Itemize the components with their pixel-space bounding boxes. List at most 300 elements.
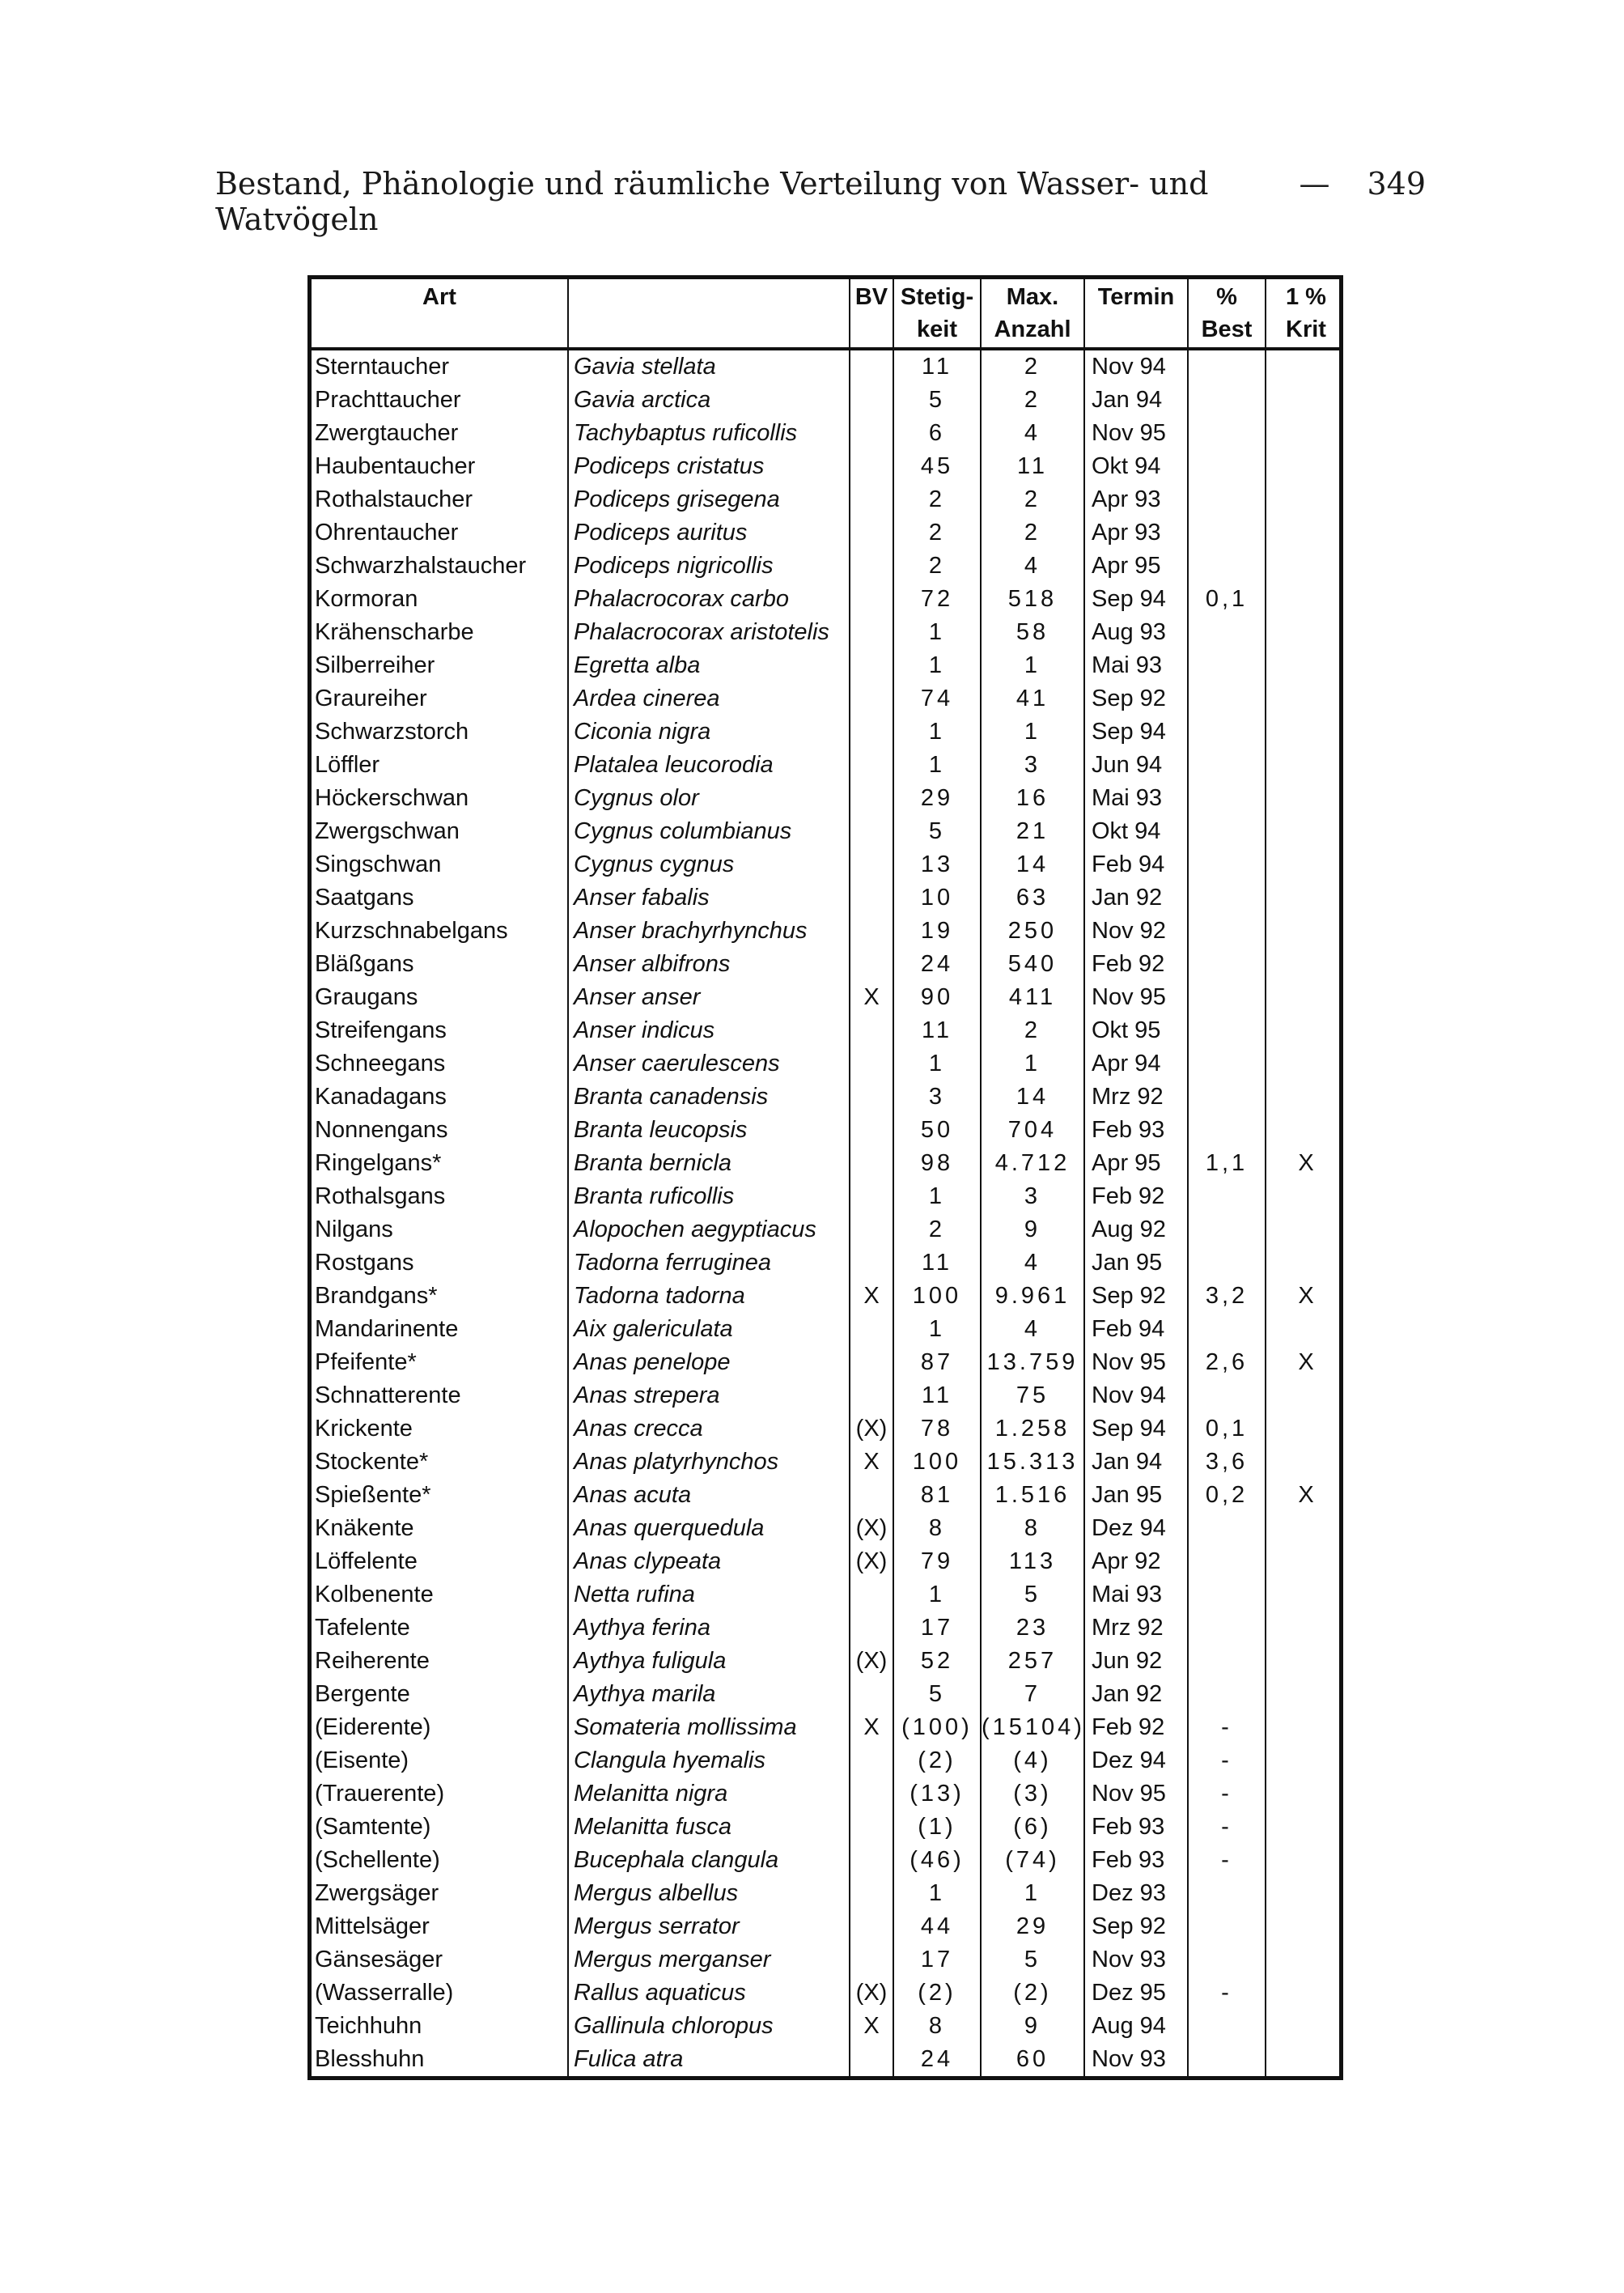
cell-max-anzahl: 13.759 bbox=[982, 1346, 1085, 1379]
table-row bbox=[312, 1147, 1339, 1180]
cell-scientific: Melanitta nigra bbox=[569, 1777, 850, 1811]
cell-art: Prachttaucher bbox=[312, 384, 569, 417]
col-header-bv: BV bbox=[850, 279, 894, 347]
cell-bv bbox=[850, 915, 894, 948]
cell-stetigkeit: 44 bbox=[894, 1910, 982, 1943]
cell-bv bbox=[850, 1081, 894, 1114]
cell-pct-best bbox=[1189, 350, 1266, 384]
cell-scientific: Branta leucopsis bbox=[569, 1114, 850, 1147]
cell-stetigkeit: (100) bbox=[894, 1711, 982, 1744]
cell-art: Blesshuhn bbox=[312, 2043, 569, 2076]
table-row bbox=[312, 1180, 1339, 1213]
cell-pct-best bbox=[1189, 915, 1266, 948]
table-row bbox=[312, 815, 1339, 848]
cell-bv bbox=[850, 450, 894, 483]
cell-art: Löffelente bbox=[312, 1545, 569, 1578]
cell-bv bbox=[850, 1844, 894, 1877]
species-table bbox=[307, 275, 1343, 2080]
cell-art: Löffler bbox=[312, 749, 569, 782]
table-row bbox=[312, 749, 1339, 782]
col-header-max: Max. Anzahl bbox=[982, 279, 1085, 347]
cell-scientific: Platalea leucorodia bbox=[569, 749, 850, 782]
cell-max-anzahl: 1 bbox=[982, 716, 1085, 749]
table-row bbox=[312, 1047, 1339, 1081]
cell-bv bbox=[850, 1479, 894, 1512]
cell-max-anzahl: (3) bbox=[982, 1777, 1085, 1811]
cell-art: Sterntaucher bbox=[312, 350, 569, 384]
cell-art: Rothalsgans bbox=[312, 1180, 569, 1213]
cell-max-anzahl: (2) bbox=[982, 1977, 1085, 2010]
cell-max-anzahl: 4 bbox=[982, 1246, 1085, 1280]
cell-art: Brandgans* bbox=[312, 1280, 569, 1313]
cell-bv bbox=[850, 749, 894, 782]
cell-scientific: Alopochen aegyptiacus bbox=[569, 1213, 850, 1246]
cell-max-anzahl: 41 bbox=[982, 682, 1085, 716]
cell-pct-best bbox=[1189, 2010, 1266, 2043]
cell-stetigkeit: 74 bbox=[894, 682, 982, 716]
cell-scientific: Gavia arctica bbox=[569, 384, 850, 417]
cell-termin: Feb 92 bbox=[1085, 1180, 1189, 1213]
cell-pct-best bbox=[1189, 948, 1266, 981]
cell-bv bbox=[850, 616, 894, 649]
cell-pct-best bbox=[1189, 1047, 1266, 1081]
cell-termin: Nov 94 bbox=[1085, 1379, 1189, 1412]
cell-scientific: Somateria mollissima bbox=[569, 1711, 850, 1744]
cell-scientific: Anser caerulescens bbox=[569, 1047, 850, 1081]
cell-pct-best: - bbox=[1189, 1777, 1266, 1811]
table-row bbox=[312, 1114, 1339, 1147]
table-row bbox=[312, 981, 1339, 1014]
cell-art: Höckerschwan bbox=[312, 782, 569, 815]
cell-art: (Trauerente) bbox=[312, 1777, 569, 1811]
table-row bbox=[312, 1379, 1339, 1412]
cell-krit bbox=[1266, 1446, 1346, 1479]
cell-scientific: Tachybaptus ruficollis bbox=[569, 417, 850, 450]
cell-scientific: Egretta alba bbox=[569, 649, 850, 682]
cell-krit bbox=[1266, 915, 1346, 948]
cell-max-anzahl: 11 bbox=[982, 450, 1085, 483]
cell-bv bbox=[850, 649, 894, 682]
cell-scientific: Anser albifrons bbox=[569, 948, 850, 981]
cell-bv: X bbox=[850, 1711, 894, 1744]
cell-stetigkeit: 1 bbox=[894, 1877, 982, 1910]
cell-art: (Schellente) bbox=[312, 1844, 569, 1877]
cell-krit bbox=[1266, 1246, 1346, 1280]
cell-max-anzahl: 75 bbox=[982, 1379, 1085, 1412]
cell-pct-best bbox=[1189, 881, 1266, 915]
cell-stetigkeit: 5 bbox=[894, 384, 982, 417]
cell-max-anzahl: 3 bbox=[982, 749, 1085, 782]
cell-art: Zwergschwan bbox=[312, 815, 569, 848]
cell-scientific: Mergus merganser bbox=[569, 1943, 850, 1977]
cell-bv bbox=[850, 483, 894, 516]
cell-max-anzahl: 1 bbox=[982, 649, 1085, 682]
cell-art: Schnatterente bbox=[312, 1379, 569, 1412]
cell-krit bbox=[1266, 848, 1346, 881]
table-row bbox=[312, 1246, 1339, 1280]
cell-max-anzahl: 704 bbox=[982, 1114, 1085, 1147]
cell-stetigkeit: 1 bbox=[894, 749, 982, 782]
cell-max-anzahl: 58 bbox=[982, 616, 1085, 649]
cell-stetigkeit: (46) bbox=[894, 1844, 982, 1877]
cell-stetigkeit: 24 bbox=[894, 948, 982, 981]
running-title: Bestand, Phänologie und räumliche Verteilung von Wasser- und Watvögeln bbox=[215, 166, 1209, 237]
cell-krit bbox=[1266, 1744, 1346, 1777]
table-row bbox=[312, 1611, 1339, 1645]
cell-pct-best bbox=[1189, 1678, 1266, 1711]
cell-stetigkeit: 78 bbox=[894, 1412, 982, 1446]
cell-termin: Feb 92 bbox=[1085, 948, 1189, 981]
cell-scientific: Cygnus columbianus bbox=[569, 815, 850, 848]
cell-max-anzahl: 14 bbox=[982, 848, 1085, 881]
cell-pct-best bbox=[1189, 2043, 1266, 2076]
cell-max-anzahl: 4 bbox=[982, 550, 1085, 583]
cell-scientific: Aythya fuligula bbox=[569, 1645, 850, 1678]
table-row bbox=[312, 915, 1339, 948]
cell-bv bbox=[850, 948, 894, 981]
cell-scientific: Tadorna tadorna bbox=[569, 1280, 850, 1313]
cell-art: Bläßgans bbox=[312, 948, 569, 981]
cell-termin: Jan 92 bbox=[1085, 1678, 1189, 1711]
cell-scientific: Clangula hyemalis bbox=[569, 1744, 850, 1777]
cell-pct-best: 0,1 bbox=[1189, 583, 1266, 616]
cell-termin: Jan 92 bbox=[1085, 881, 1189, 915]
cell-stetigkeit: 3 bbox=[894, 1081, 982, 1114]
cell-max-anzahl: 257 bbox=[982, 1645, 1085, 1678]
cell-stetigkeit: 19 bbox=[894, 915, 982, 948]
cell-bv: X bbox=[850, 981, 894, 1014]
table-row bbox=[312, 516, 1339, 550]
cell-max-anzahl: 3 bbox=[982, 1180, 1085, 1213]
cell-max-anzahl: 5 bbox=[982, 1578, 1085, 1611]
cell-krit bbox=[1266, 1943, 1346, 1977]
page-number: 349 bbox=[1367, 166, 1426, 202]
table-row bbox=[312, 1910, 1339, 1943]
cell-bv bbox=[850, 1678, 894, 1711]
cell-max-anzahl: 15.313 bbox=[982, 1446, 1085, 1479]
cell-stetigkeit: 6 bbox=[894, 417, 982, 450]
cell-termin: Nov 93 bbox=[1085, 1943, 1189, 1977]
cell-pct-best bbox=[1189, 1611, 1266, 1645]
cell-krit bbox=[1266, 384, 1346, 417]
cell-bv: (X) bbox=[850, 1645, 894, 1678]
cell-art: Pfeifente* bbox=[312, 1346, 569, 1379]
cell-max-anzahl: 14 bbox=[982, 1081, 1085, 1114]
cell-art: Saatgans bbox=[312, 881, 569, 915]
cell-krit bbox=[1266, 948, 1346, 981]
cell-bv bbox=[850, 1379, 894, 1412]
cell-pct-best bbox=[1189, 1313, 1266, 1346]
cell-bv: (X) bbox=[850, 1512, 894, 1545]
cell-pct-best bbox=[1189, 1910, 1266, 1943]
cell-termin: Apr 92 bbox=[1085, 1545, 1189, 1578]
cell-max-anzahl: 518 bbox=[982, 583, 1085, 616]
cell-termin: Apr 95 bbox=[1085, 1147, 1189, 1180]
table-row bbox=[312, 550, 1339, 583]
cell-krit bbox=[1266, 483, 1346, 516]
table-row bbox=[312, 417, 1339, 450]
cell-termin: Apr 93 bbox=[1085, 516, 1189, 550]
cell-scientific: Podiceps grisegena bbox=[569, 483, 850, 516]
cell-krit bbox=[1266, 1811, 1346, 1844]
cell-krit bbox=[1266, 782, 1346, 815]
cell-bv bbox=[850, 881, 894, 915]
cell-krit bbox=[1266, 417, 1346, 450]
cell-max-anzahl: 2 bbox=[982, 483, 1085, 516]
cell-termin: Dez 94 bbox=[1085, 1512, 1189, 1545]
cell-stetigkeit: 11 bbox=[894, 1014, 982, 1047]
cell-bv: (X) bbox=[850, 1545, 894, 1578]
cell-stetigkeit: (2) bbox=[894, 1977, 982, 2010]
cell-max-anzahl: 9.961 bbox=[982, 1280, 1085, 1313]
cell-scientific: Ardea cinerea bbox=[569, 682, 850, 716]
table-row bbox=[312, 1280, 1339, 1313]
cell-stetigkeit: 17 bbox=[894, 1611, 982, 1645]
header-row bbox=[312, 279, 1339, 347]
cell-bv: (X) bbox=[850, 1977, 894, 2010]
cell-stetigkeit: 11 bbox=[894, 1379, 982, 1412]
cell-max-anzahl: 1 bbox=[982, 1047, 1085, 1081]
cell-art: Kanadagans bbox=[312, 1081, 569, 1114]
table-row bbox=[312, 1578, 1339, 1611]
table-row bbox=[312, 1479, 1339, 1512]
cell-scientific: Anser fabalis bbox=[569, 881, 850, 915]
table-row bbox=[312, 1512, 1339, 1545]
cell-stetigkeit: 17 bbox=[894, 1943, 982, 1977]
cell-bv bbox=[850, 583, 894, 616]
cell-termin: Feb 92 bbox=[1085, 1711, 1189, 1744]
cell-art: (Samtente) bbox=[312, 1811, 569, 1844]
cell-stetigkeit: 2 bbox=[894, 516, 982, 550]
cell-bv bbox=[850, 716, 894, 749]
cell-termin: Sep 92 bbox=[1085, 1910, 1189, 1943]
cell-art: Teichhuhn bbox=[312, 2010, 569, 2043]
cell-stetigkeit: 24 bbox=[894, 2043, 982, 2076]
cell-pct-best bbox=[1189, 848, 1266, 881]
cell-stetigkeit: 29 bbox=[894, 782, 982, 815]
cell-krit bbox=[1266, 516, 1346, 550]
cell-termin: Mrz 92 bbox=[1085, 1611, 1189, 1645]
cell-termin: Feb 93 bbox=[1085, 1114, 1189, 1147]
cell-pct-best bbox=[1189, 649, 1266, 682]
table-row bbox=[312, 1346, 1339, 1379]
cell-max-anzahl: 21 bbox=[982, 815, 1085, 848]
cell-bv bbox=[850, 516, 894, 550]
col-header-art: Art bbox=[312, 279, 569, 347]
cell-krit bbox=[1266, 350, 1346, 384]
table-row bbox=[312, 1844, 1339, 1877]
cell-pct-best bbox=[1189, 384, 1266, 417]
cell-termin: Feb 93 bbox=[1085, 1811, 1189, 1844]
cell-max-anzahl: 23 bbox=[982, 1611, 1085, 1645]
cell-max-anzahl: 2 bbox=[982, 350, 1085, 384]
cell-art: (Wasserralle) bbox=[312, 1977, 569, 2010]
cell-pct-best bbox=[1189, 981, 1266, 1014]
cell-stetigkeit: 2 bbox=[894, 550, 982, 583]
cell-scientific: Tadorna ferruginea bbox=[569, 1246, 850, 1280]
cell-scientific: Mergus albellus bbox=[569, 1877, 850, 1910]
cell-termin: Nov 95 bbox=[1085, 1777, 1189, 1811]
table-row bbox=[312, 1777, 1339, 1811]
table-row bbox=[312, 2010, 1339, 2043]
cell-termin: Sep 94 bbox=[1085, 716, 1189, 749]
cell-termin: Okt 94 bbox=[1085, 450, 1189, 483]
cell-termin: Nov 93 bbox=[1085, 2043, 1189, 2076]
cell-bv bbox=[850, 1777, 894, 1811]
cell-pct-best bbox=[1189, 1180, 1266, 1213]
cell-krit bbox=[1266, 881, 1346, 915]
cell-termin: Apr 93 bbox=[1085, 483, 1189, 516]
cell-stetigkeit: 98 bbox=[894, 1147, 982, 1180]
cell-pct-best bbox=[1189, 550, 1266, 583]
cell-termin: Apr 95 bbox=[1085, 550, 1189, 583]
table-row bbox=[312, 1545, 1339, 1578]
cell-termin: Mai 93 bbox=[1085, 1578, 1189, 1611]
cell-stetigkeit: 11 bbox=[894, 350, 982, 384]
table-row bbox=[312, 1213, 1339, 1246]
cell-max-anzahl: (74) bbox=[982, 1844, 1085, 1877]
table-row bbox=[312, 1943, 1339, 1977]
cell-pct-best bbox=[1189, 1246, 1266, 1280]
cell-termin: Sep 92 bbox=[1085, 1280, 1189, 1313]
cell-bv bbox=[850, 1910, 894, 1943]
col-header-krit: 1 % Krit bbox=[1286, 284, 1326, 342]
cell-termin: Sep 94 bbox=[1085, 583, 1189, 616]
cell-pct-best bbox=[1189, 1014, 1266, 1047]
cell-art: Rothalstaucher bbox=[312, 483, 569, 516]
table-row bbox=[312, 350, 1339, 384]
cell-krit bbox=[1266, 716, 1346, 749]
cell-termin: Jan 94 bbox=[1085, 1446, 1189, 1479]
cell-krit bbox=[1266, 1114, 1346, 1147]
cell-max-anzahl: 7 bbox=[982, 1678, 1085, 1711]
cell-scientific: Fulica atra bbox=[569, 2043, 850, 2076]
cell-pct-best bbox=[1189, 1877, 1266, 1910]
cell-termin: Okt 94 bbox=[1085, 815, 1189, 848]
cell-art: Rostgans bbox=[312, 1246, 569, 1280]
table-row bbox=[312, 782, 1339, 815]
table-row bbox=[312, 583, 1339, 616]
cell-scientific: Anas acuta bbox=[569, 1479, 850, 1512]
cell-scientific: Anas platyrhynchos bbox=[569, 1446, 850, 1479]
cell-pct-best bbox=[1189, 682, 1266, 716]
cell-stetigkeit: 72 bbox=[894, 583, 982, 616]
cell-art: Streifengans bbox=[312, 1014, 569, 1047]
cell-krit bbox=[1266, 1578, 1346, 1611]
table-row bbox=[312, 1678, 1339, 1711]
cell-stetigkeit: 100 bbox=[894, 1446, 982, 1479]
cell-art: (Eiderente) bbox=[312, 1711, 569, 1744]
cell-pct-best: - bbox=[1189, 1977, 1266, 2010]
cell-bv bbox=[850, 1147, 894, 1180]
cell-stetigkeit: 45 bbox=[894, 450, 982, 483]
cell-pct-best: - bbox=[1189, 1711, 1266, 1744]
cell-bv bbox=[850, 417, 894, 450]
cell-bv bbox=[850, 1744, 894, 1777]
cell-max-anzahl: 8 bbox=[982, 1512, 1085, 1545]
table-row bbox=[312, 649, 1339, 682]
cell-scientific: Rallus aquaticus bbox=[569, 1977, 850, 2010]
cell-max-anzahl: 411 bbox=[982, 981, 1085, 1014]
cell-max-anzahl: 4.712 bbox=[982, 1147, 1085, 1180]
cell-stetigkeit: 1 bbox=[894, 1047, 982, 1081]
cell-stetigkeit: 5 bbox=[894, 1678, 982, 1711]
cell-pct-best: 1,1 bbox=[1189, 1147, 1266, 1180]
cell-art: Zwergtaucher bbox=[312, 417, 569, 450]
cell-termin: Dez 94 bbox=[1085, 1744, 1189, 1777]
table-row bbox=[312, 682, 1339, 716]
cell-scientific: Podiceps cristatus bbox=[569, 450, 850, 483]
cell-pct-best bbox=[1189, 716, 1266, 749]
cell-stetigkeit: 8 bbox=[894, 1512, 982, 1545]
cell-bv bbox=[850, 1811, 894, 1844]
cell-krit bbox=[1266, 1645, 1346, 1678]
cell-art: Silberreiher bbox=[312, 649, 569, 682]
cell-krit bbox=[1266, 1711, 1346, 1744]
cell-max-anzahl: 2 bbox=[982, 384, 1085, 417]
cell-krit: X bbox=[1298, 1283, 1314, 1309]
cell-scientific: Branta ruficollis bbox=[569, 1180, 850, 1213]
cell-termin: Sep 94 bbox=[1085, 1412, 1189, 1446]
table-body bbox=[312, 350, 1339, 2076]
cell-krit bbox=[1266, 583, 1346, 616]
table-row bbox=[312, 881, 1339, 915]
cell-art: Bergente bbox=[312, 1678, 569, 1711]
cell-bv bbox=[850, 1578, 894, 1611]
cell-pct-best bbox=[1189, 782, 1266, 815]
cell-termin: Jan 95 bbox=[1085, 1246, 1189, 1280]
cell-krit bbox=[1266, 1545, 1346, 1578]
cell-termin: Apr 94 bbox=[1085, 1047, 1189, 1081]
col-header-termin: Termin bbox=[1085, 279, 1189, 347]
cell-scientific: Anser anser bbox=[569, 981, 850, 1014]
cell-art: Haubentaucher bbox=[312, 450, 569, 483]
cell-art: Krähenscharbe bbox=[312, 616, 569, 649]
cell-krit bbox=[1266, 1910, 1346, 1943]
cell-termin: Feb 94 bbox=[1085, 1313, 1189, 1346]
cell-art: Gänsesäger bbox=[312, 1943, 569, 1977]
header-dash: — bbox=[1299, 166, 1330, 202]
cell-max-anzahl: 4 bbox=[982, 1313, 1085, 1346]
cell-bv bbox=[850, 1047, 894, 1081]
table-row bbox=[312, 1711, 1339, 1744]
cell-krit bbox=[1266, 1047, 1346, 1081]
cell-stetigkeit: (13) bbox=[894, 1777, 982, 1811]
table-row bbox=[312, 384, 1339, 417]
cell-termin: Mai 93 bbox=[1085, 649, 1189, 682]
table-row bbox=[312, 1811, 1339, 1844]
cell-scientific: Branta bernicla bbox=[569, 1147, 850, 1180]
cell-pct-best bbox=[1189, 1512, 1266, 1545]
cell-krit bbox=[1266, 1844, 1346, 1877]
cell-scientific: Cygnus olor bbox=[569, 782, 850, 815]
cell-art: Schwarzhalstaucher bbox=[312, 550, 569, 583]
cell-max-anzahl: (15104) bbox=[982, 1711, 1085, 1744]
cell-max-anzahl: 1 bbox=[982, 1877, 1085, 1910]
cell-bv: X bbox=[850, 1446, 894, 1479]
cell-stetigkeit: 52 bbox=[894, 1645, 982, 1678]
cell-art: Tafelente bbox=[312, 1611, 569, 1645]
cell-art: Ohrentaucher bbox=[312, 516, 569, 550]
cell-scientific: Ciconia nigra bbox=[569, 716, 850, 749]
cell-scientific: Bucephala clangula bbox=[569, 1844, 850, 1877]
cell-stetigkeit: 13 bbox=[894, 848, 982, 881]
cell-scientific: Aix galericulata bbox=[569, 1313, 850, 1346]
cell-stetigkeit: 79 bbox=[894, 1545, 982, 1578]
cell-stetigkeit: 1 bbox=[894, 1313, 982, 1346]
cell-krit bbox=[1266, 1014, 1346, 1047]
cell-max-anzahl: 9 bbox=[982, 1213, 1085, 1246]
